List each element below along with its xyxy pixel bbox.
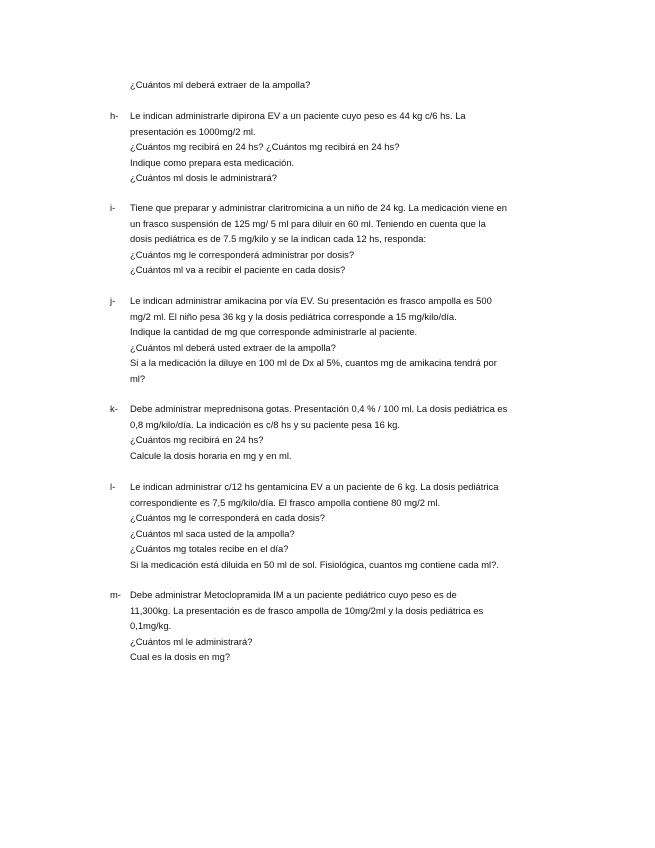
exercise-line: ¿Cuántos ml deberá usted extraer de la ampolla? — [130, 341, 336, 353]
exercise-line: Cual es la dosis en mg? — [130, 651, 231, 663]
exercise-line: 0,1mg/kg. — [130, 620, 172, 632]
exercise-line: ¿Cuántos ml le administrará? — [130, 635, 253, 647]
exercise-line: ¿Cuántos ml va a recibir el paciente en cada dosis? — [130, 264, 346, 276]
exercise-line: correspondiente es 7,5 mg/kilo/día. El frasco ampolla contiene 80 mg/2 ml. — [130, 496, 441, 508]
exercise-line: Debe administrar meprednisona gotas. Presentación 0,4 % / 100 ml. La dosis pediátrica es — [130, 403, 508, 414]
exercise-line: Si la medicación está diluida en 50 ml de sol. Fisiológica, cuantos mg contiene cada ml?. — [130, 558, 499, 570]
exercise-letter: l- — [110, 481, 116, 492]
exercise-line: presentación es 1000mg/2 ml. — [130, 125, 256, 137]
exercise-line: Si a la medicación la diluye en 100 ml de Dx al 5%, cuantos mg de amikacina tendrá por — [130, 357, 497, 369]
exercise-line: Le indican administrar c/12 hs gentamicina EV a un paciente de 6 kg. La dosis pediátrica — [130, 481, 499, 492]
exercise-m — [110, 587, 570, 665]
exercise-letter: k- — [110, 403, 118, 414]
exercise-letter: m- — [110, 589, 121, 600]
exercise-line: ml? — [130, 372, 146, 384]
exercise-line: 0,8 mg/kilo/día. La indicación es c/8 hs y su paciente pesa 16 kg. — [130, 418, 400, 430]
exercise-line: 11,300kg. La presentación es de frasco ampolla de 10mg/2ml y la dosis pediátrica es — [130, 604, 484, 616]
exercise-line: dosis pediátrica es de 7.5 mg/kilo y se la indican cada 12 hs, responda: — [130, 233, 427, 245]
exercise-line: ¿Cuántos ml saca usted de la ampolla? — [130, 527, 295, 539]
exercise-k — [110, 401, 570, 463]
exercise-letter: j- — [110, 295, 116, 306]
exercise-line: Calcule la dosis horaria en mg y en ml. — [130, 449, 292, 461]
exercise-line: ¿Cuántos mg le corresponderá en cada dosis? — [130, 512, 325, 524]
exercise-line: mg/2 ml. El niño pesa 36 kg y la dosis pediátrica corresponde a 15 mg/kilo/día. — [130, 310, 457, 322]
exercise-line: ¿Cuántos mg le corresponderá administrar por dosis? — [130, 248, 355, 260]
exercise-line: ¿Cuántos mg recibirá en 24 hs? — [130, 434, 264, 446]
exercise-line: un frasco suspensión de 125 mg/ 5 ml para diluir en 60 ml. Teniendo en cuenta que la — [130, 217, 486, 229]
exercise-line: Debe administrar Metoclopramida IM a un paciente pediátrico cuyo peso es de — [130, 589, 457, 600]
continuation-question: ¿Cuántos ml deberá extraer de la ampolla? — [130, 79, 311, 90]
exercise-l — [110, 479, 570, 573]
exercise-line: Le indican administrar amikacina por vía EV. Su presentación es frasco ampolla es 500 — [130, 295, 492, 306]
exercise-line: Indique la cantidad de mg que corresponde administrarle al paciente. — [130, 326, 418, 338]
exercise-line: ¿Cuántos mg totales recibe en el día? — [130, 543, 289, 555]
exercise-j — [110, 293, 570, 387]
exercise-i — [110, 200, 570, 278]
exercise-letter: h- — [110, 110, 119, 121]
exercise-h — [110, 108, 570, 186]
exercise-line: Indique como prepara esta medicación. — [130, 156, 295, 168]
exercise-line: Le indican administrarle dipirona EV a un paciente cuyo peso es 44 kg c/6 hs. La — [130, 110, 466, 121]
exercise-line: ¿Cuántos mg recibirá en 24 hs? ¿Cuántos mg recibirá en 24 hs? — [130, 141, 400, 153]
exercise-letter: i- — [110, 202, 116, 213]
exercise-line: ¿Cuántos ml dosis le administrará? — [130, 172, 277, 184]
exercise-line: Tiene que preparar y administrar claritromicina a un niño de 24 kg. La medicación viene en — [130, 202, 507, 213]
